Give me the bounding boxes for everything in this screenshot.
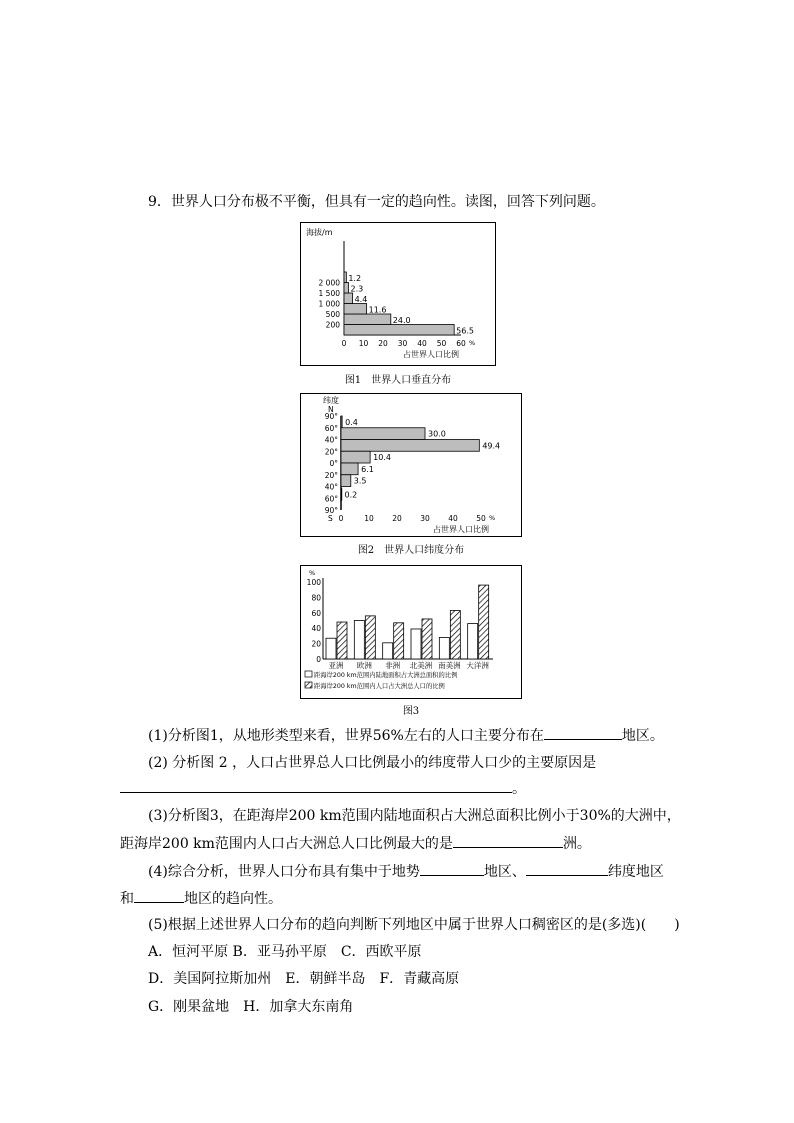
x-tick-label-3: 30 <box>420 514 430 523</box>
bar-s2-4 <box>450 610 460 659</box>
sub-question-3-line2 <box>120 833 591 854</box>
bar-4 <box>344 283 348 294</box>
sub-question-2: (2) 分析图 2 ，人口占世界总人口比例最小的纬度带人口少的主要原因是 <box>148 755 597 771</box>
x-tick-label-2: 20 <box>378 339 388 348</box>
category-label-2: 非洲 <box>385 661 401 670</box>
north-label: N <box>328 405 334 414</box>
y-tick-label-1: 500 <box>325 310 340 319</box>
q1-tail: 地区。 <box>621 728 664 744</box>
bar-s1-3 <box>411 629 421 659</box>
figure-1-caption: 图1 世界人口垂直分布 <box>344 375 452 386</box>
x-unit-label: % <box>489 514 496 522</box>
q1-text: (1)分析图1，从地形类型来看，世界56%左右的人口主要分布在 <box>148 728 544 744</box>
sub-question-4-line1 <box>148 861 664 882</box>
y-tick-label-2: 1 000 <box>318 299 340 309</box>
category-label-0: 亚洲 <box>328 661 344 670</box>
x-tick-label-1: 10 <box>358 339 369 348</box>
bar-5 <box>344 272 346 283</box>
x-tick-label-6: 60 <box>456 339 466 348</box>
sub-question-4-line2 <box>120 888 282 909</box>
y-tick-label-8: 90° <box>324 506 338 515</box>
figure-2 <box>300 393 522 537</box>
figure-1 <box>300 222 496 366</box>
x-tick-label-0: 0 <box>341 339 347 348</box>
bar-3 <box>344 293 353 304</box>
y-tick-label-4: 2 000 <box>318 278 340 288</box>
legend-label-1: 距海岸200 km范围内陆地面积占大洲总面积的比例 <box>314 672 458 679</box>
answer-blank-3[interactable] <box>453 833 563 848</box>
bar-4 <box>341 463 358 475</box>
y-unit-label: % <box>309 569 316 577</box>
legend-swatch-2 <box>305 682 312 688</box>
bar-0 <box>341 416 342 428</box>
y-tick-label-3: 60 <box>311 608 321 618</box>
y-tick-label-3: 1 500 <box>318 289 340 298</box>
south-label: S <box>328 514 333 523</box>
question-title: 9．世界人口分布极不平衡，但具有一定的趋向性。读图，回答下列问题。 <box>148 194 605 210</box>
q4-text: (4)综合分析，世界人口分布具有集中于地势 <box>148 864 420 880</box>
figure-3-chart <box>301 566 521 698</box>
x-tick-label-3: 30 <box>397 339 408 348</box>
q3-tail: 洲。 <box>562 836 591 852</box>
x-tick-label-2: 20 <box>392 514 402 523</box>
y-tick-label-1: 60° <box>324 423 338 433</box>
y-axis-label: 海拔/m <box>306 228 333 237</box>
bar-value-label-6: 0.2 <box>344 490 358 500</box>
bar-value-label-2: 11.6 <box>368 305 387 315</box>
legend-label-2: 距海岸200 km范围内人口占大洲总人口的比例 <box>314 683 445 690</box>
bar-value-label-5: 3.5 <box>353 476 367 486</box>
category-label-5: 大洋洲 <box>466 661 489 670</box>
answer-blank-4b[interactable] <box>526 861 608 876</box>
bar-s2-5 <box>479 585 489 659</box>
figure-3-caption: 图3 <box>402 706 420 717</box>
bar-s2-1 <box>365 616 375 659</box>
x-tick-label-5: 50 <box>476 514 486 523</box>
q4-mid2: 纬度地区 <box>607 864 664 880</box>
y-tick-label-2: 40 <box>311 624 321 634</box>
x-tick-label-0: 0 <box>338 514 344 523</box>
bar-value-label-4: 6.1 <box>361 464 374 474</box>
x-unit-label: % <box>469 339 476 347</box>
bar-s1-0 <box>326 638 336 659</box>
bar-s2-2 <box>394 623 404 659</box>
bar-value-label-0: 56.5 <box>456 326 474 336</box>
figure-3 <box>300 565 522 699</box>
sub-question-3-line1: (3)分析图3，在距海岸200 km范围内陆地面积占大洲总面积比例小于30%的大洲中， <box>148 808 681 824</box>
bar-value-label-3: 10.4 <box>373 453 391 463</box>
figure-2-caption: 图2 世界人口纬度分布 <box>357 545 465 556</box>
x-tick-label-5: 50 <box>436 339 447 348</box>
options-line-3: G．刚果盆地 H．加拿大东南角 <box>148 999 354 1015</box>
y-tick-label-0: 0 <box>316 655 321 664</box>
bar-6 <box>341 489 342 501</box>
bar-value-label-5: 1.2 <box>348 274 362 283</box>
answer-blank-2[interactable] <box>120 778 512 793</box>
q3-text: 距海岸200 km范围内人口占大洲总人口比例最大的是 <box>120 836 453 852</box>
answer-blank-4c[interactable] <box>134 888 184 903</box>
y-tick-label-0: 200 <box>325 320 340 330</box>
category-label-4: 南美洲 <box>438 661 461 670</box>
bar-s2-3 <box>422 619 432 659</box>
x-tick-label-1: 10 <box>364 514 374 523</box>
bar-value-label-2: 49.4 <box>482 441 501 451</box>
answer-blank-1[interactable] <box>544 725 622 740</box>
q4-tail: 地区的趋向性。 <box>184 891 282 907</box>
bar-s1-2 <box>383 643 393 659</box>
figure-2-chart <box>301 394 521 536</box>
bar-s1-5 <box>468 624 478 659</box>
bar-1 <box>344 314 391 325</box>
q2-tail: 。 <box>512 781 526 797</box>
bar-s2-0 <box>337 622 347 659</box>
q4-mid: 地区、 <box>483 864 526 880</box>
y-tick-label-4: 80 <box>311 593 321 603</box>
y-tick-label-2: 40° <box>324 435 338 445</box>
bar-1 <box>341 428 425 440</box>
y-tick-label-6: 40° <box>324 482 338 492</box>
bar-s1-4 <box>439 637 449 659</box>
x-tick-label-4: 40 <box>417 339 427 348</box>
bar-value-label-1: 24.0 <box>392 316 411 325</box>
y-tick-label-1: 20 <box>311 639 321 649</box>
sub-question-1 <box>148 725 664 746</box>
bar-3 <box>341 451 370 463</box>
sub-question-2-answer-line <box>120 778 526 799</box>
y-axis-label: 纬度 <box>323 396 339 405</box>
bar-value-label-0: 0.4 <box>345 417 358 427</box>
y-tick-label-5: 100 <box>306 578 321 587</box>
bar-value-label-3: 4.4 <box>354 295 368 304</box>
x-axis-label: 占世界人口比例 <box>403 350 459 359</box>
sub-question-5: (5)根据上述世界人口分布的趋向判断下列地区中属于世界人口稠密区的是(多选)( ) <box>148 917 680 933</box>
answer-blank-4a[interactable] <box>420 861 484 876</box>
bar-value-label-1: 30.0 <box>428 429 446 439</box>
y-tick-label-3: 20° <box>324 447 338 457</box>
y-tick-label-7: 60° <box>324 494 338 504</box>
q4-and: 和 <box>120 891 134 907</box>
bar-2 <box>344 304 367 315</box>
bar-5 <box>341 475 351 487</box>
x-tick-label-4: 40 <box>448 514 458 523</box>
x-axis-label: 占世界人口比例 <box>433 525 489 534</box>
bar-s1-1 <box>354 621 364 660</box>
bar-2 <box>341 440 479 452</box>
category-label-3: 北美洲 <box>409 661 433 670</box>
bar-0 <box>344 325 454 336</box>
bar-value-label-4: 2.3 <box>350 284 364 294</box>
y-tick-label-0: 90° <box>324 412 338 421</box>
legend-swatch-1 <box>305 671 312 677</box>
figure-1-chart <box>301 223 495 365</box>
options-line-2: D．美国阿拉斯加州 E．朝鲜半岛 F．青藏高原 <box>148 971 460 987</box>
y-tick-label-4: 0° <box>329 459 338 468</box>
y-tick-label-5: 20° <box>324 470 338 480</box>
category-label-1: 欧洲 <box>356 661 372 670</box>
options-line-1: A．恒河平原 B．亚马孙平原 C．西欧平原 <box>148 944 422 960</box>
